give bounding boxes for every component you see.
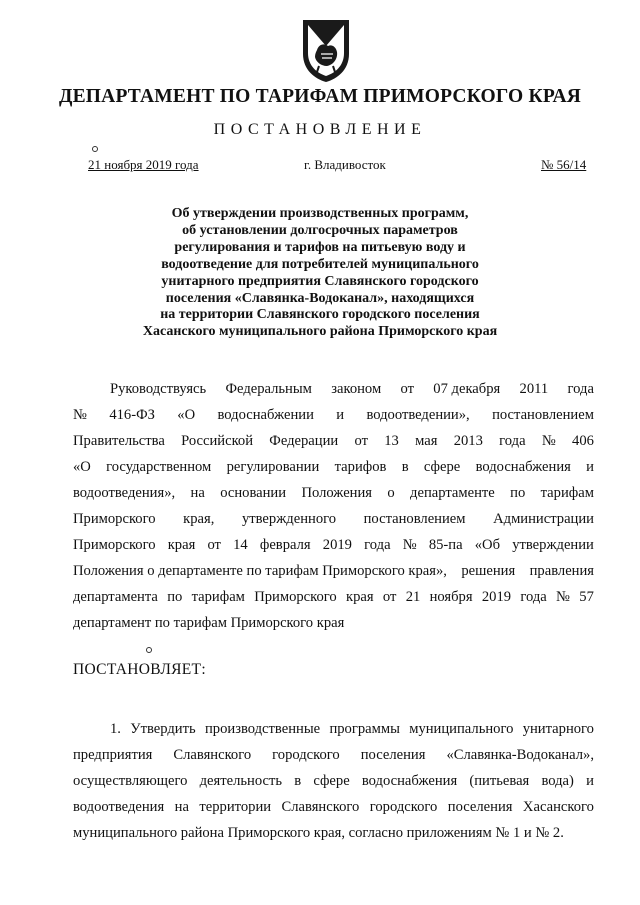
word: постановлением <box>363 511 466 527</box>
word: вода) <box>541 773 574 789</box>
word: деятельность <box>199 773 282 789</box>
word: водоотведении», <box>366 407 470 423</box>
word: предприятия <box>73 747 153 763</box>
word: водоснабжения <box>475 459 571 475</box>
word: по <box>510 485 526 501</box>
word: года <box>520 589 547 605</box>
word: от <box>207 537 221 553</box>
word: утвержденного <box>241 511 337 527</box>
word: года <box>499 433 526 449</box>
word: Положения <box>301 485 372 501</box>
word: и <box>586 773 594 789</box>
preamble-paragraph <box>73 376 594 636</box>
word: Положения о департаменте по тарифам Приморского края», <box>73 563 447 579</box>
coat-of-arms-emblem <box>297 16 355 84</box>
word: № <box>402 537 417 553</box>
word: производственные <box>204 721 321 737</box>
text-line <box>73 584 594 610</box>
resolves-heading: ПОСТАНОВЛЯЕТ: <box>73 661 206 678</box>
word: февраля <box>259 537 311 553</box>
department-name: ДЕПАРТАМЕНТ ПО ТАРИФАМ ПРИМОРСКОГО КРАЯ <box>58 86 582 107</box>
word: Правительства <box>73 433 165 449</box>
document-type: ПОСТАНОВЛЕНИЕ <box>213 121 427 138</box>
word: 85-па <box>428 537 463 553</box>
word: 2013 <box>453 433 483 449</box>
word: и <box>586 459 594 475</box>
word: водоснабжения <box>361 773 458 789</box>
word: года <box>364 537 391 553</box>
word: от <box>354 433 368 449</box>
word: тарифам <box>191 589 245 605</box>
word: 13 <box>384 433 399 449</box>
word: края <box>167 537 196 553</box>
word: 2019 <box>481 589 512 605</box>
word: поселения <box>360 747 426 763</box>
document-title <box>90 206 550 341</box>
word: «Об <box>474 537 501 553</box>
word: департамента <box>73 589 158 605</box>
document-number: № 56/14 <box>541 157 587 172</box>
word: поселения <box>447 799 513 815</box>
scan-artifact-dot <box>92 146 98 152</box>
word: Российской <box>181 433 254 449</box>
text-line <box>73 402 594 428</box>
text-line <box>73 428 594 454</box>
text-line <box>73 558 594 584</box>
word: по <box>167 589 183 605</box>
word: 21 <box>405 589 421 605</box>
word: Руководствуясь <box>110 381 207 397</box>
title-line: поселения «Славянка-Водоканал», находящихся <box>165 290 475 306</box>
text-line <box>73 480 594 506</box>
text-line <box>73 820 594 846</box>
word: муниципального <box>409 721 514 737</box>
word: программы <box>329 721 400 737</box>
word: Хасанского <box>522 799 594 815</box>
title-line: водоотведение для потребителей муниципального <box>161 256 479 272</box>
word: 14 <box>233 537 248 553</box>
word: (питьевая <box>469 773 530 789</box>
document-city: г. Владивосток <box>304 157 386 172</box>
title-line: унитарного предприятия Славянского городского <box>161 273 479 289</box>
word: утверждении <box>512 537 594 553</box>
word: муниципального района Приморского края, согласно приложениям № 1 и № 2. <box>73 825 564 841</box>
word: Славянского <box>173 747 252 763</box>
word: мая <box>415 433 438 449</box>
word: и <box>336 407 345 423</box>
word: регулировании <box>226 459 320 475</box>
title-line: об установлении долгосрочных параметров <box>182 222 458 238</box>
word: 57 <box>579 589 594 605</box>
word: «О <box>177 407 196 423</box>
text-line <box>73 716 594 742</box>
word: водоснабжении <box>217 407 314 423</box>
word: основании <box>220 485 287 501</box>
word: водоотведения», <box>73 485 176 501</box>
word: тарифов <box>334 459 387 475</box>
word: 406 <box>572 433 594 449</box>
word: городского <box>272 747 340 763</box>
word: № <box>73 407 87 423</box>
text-line <box>73 532 594 558</box>
word: 2019 <box>322 537 352 553</box>
word: 416-ФЗ <box>109 407 155 423</box>
word: от <box>382 589 397 605</box>
word: унитарного <box>522 721 594 737</box>
word: 1. <box>110 721 121 737</box>
word: ноября <box>429 589 473 605</box>
title-line: Хасанского муниципального района Приморского края <box>142 324 498 340</box>
word: городского <box>369 799 438 815</box>
document-date: 21 ноября 2019 года <box>88 157 199 172</box>
text-line <box>73 794 594 820</box>
word: сфере <box>423 459 461 475</box>
word: в <box>294 773 302 789</box>
word: Федеральным <box>225 381 312 397</box>
word: законом <box>331 381 382 397</box>
word: Славянского <box>281 799 360 815</box>
word: Федерации <box>269 433 339 449</box>
text-line <box>73 376 594 402</box>
word: государственном <box>106 459 212 475</box>
word: тарифам <box>540 485 594 501</box>
word: правления <box>529 563 594 579</box>
word: водоотведения <box>73 799 165 815</box>
word: 07 декабря <box>433 381 501 397</box>
word: Приморского <box>73 537 156 553</box>
word: постановлением <box>492 407 594 423</box>
word: «О <box>73 459 91 475</box>
word: Утвердить <box>130 721 196 737</box>
title-line: на территории Славянского городского поселения <box>160 307 480 323</box>
word: № <box>556 589 570 605</box>
text-line <box>73 454 594 480</box>
text-line <box>73 768 594 794</box>
word: «Славянка-Водоканал», <box>446 747 594 763</box>
word: 2011 <box>519 381 549 397</box>
word: в <box>401 459 409 475</box>
word: Администрации <box>493 511 594 527</box>
word: края, <box>183 511 215 527</box>
word: года <box>567 381 594 397</box>
word: на <box>190 485 205 501</box>
title-line: Об утверждении производственных программ, <box>171 206 469 221</box>
word: осуществляющего <box>73 773 188 789</box>
text-line <box>73 506 594 532</box>
word: Приморского <box>73 511 156 527</box>
word: департаменте <box>410 485 495 501</box>
scan-artifact-dot <box>146 647 152 653</box>
word: о <box>387 485 395 501</box>
word: от <box>400 381 414 397</box>
word: департамент по тарифам Приморского края <box>73 615 345 631</box>
text-line <box>73 742 594 768</box>
word: на <box>174 799 189 815</box>
word: сфере <box>313 773 350 789</box>
title-line: регулирования и тарифов на питьевую воду и <box>174 239 466 255</box>
clause-1-paragraph <box>73 716 594 846</box>
text-line <box>73 610 594 636</box>
word: края <box>346 589 374 605</box>
word: решения <box>461 563 516 579</box>
word: Приморского <box>254 589 337 605</box>
word: № <box>541 433 556 449</box>
word: территории <box>199 799 272 815</box>
